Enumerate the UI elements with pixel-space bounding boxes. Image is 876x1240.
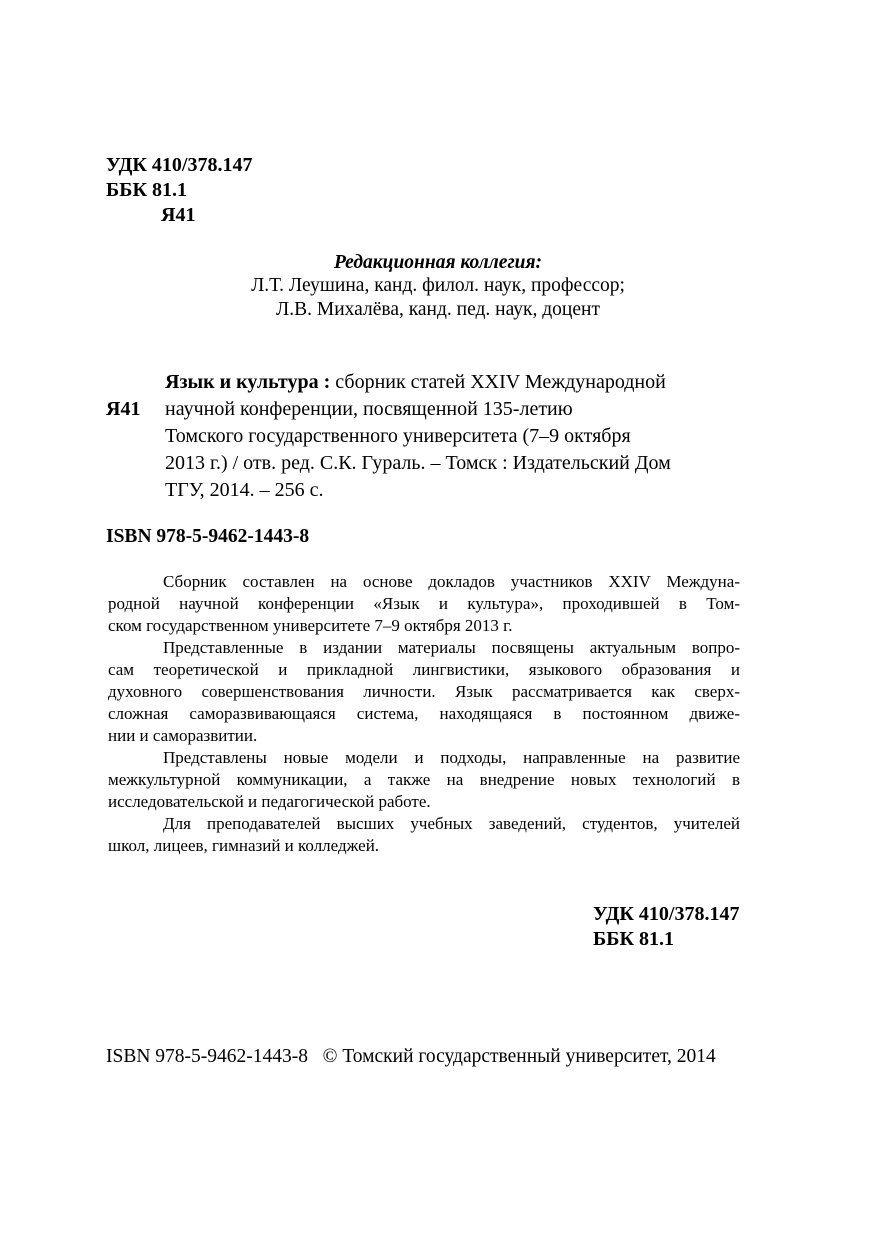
abstract-line: межкультурной коммуникации, а также на внедрение новых технологий в <box>108 770 740 789</box>
footer-udk-code: УДК 410/378.147 <box>593 903 740 925</box>
udk-code: УДК 410/378.147 <box>106 154 253 176</box>
abstract-line: Для преподавателей высших учебных заведений, студентов, учителей <box>163 814 740 833</box>
editorial-member: Л.В. Михалёва, канд. пед. наук, доцент <box>276 299 600 320</box>
biblio-line <box>165 371 666 394</box>
abstract-line: Представлены новые модели и подходы, направленные на развитие <box>163 748 740 767</box>
abstract-line: Сборник составлен на основе докладов участников XXIV Междуна- <box>163 572 740 591</box>
biblio-line: Томского государственного университета (7–9 октября <box>165 425 631 447</box>
bbk-code: ББК 81.1 <box>106 179 187 201</box>
abstract-line: исследовательской и педагогической работе. <box>108 792 431 811</box>
editorial-title: Редакционная коллегия: <box>333 252 543 273</box>
biblio-line: научной конференции, посвященной 135-летию <box>165 398 573 420</box>
footer-bbk-code: ББК 81.1 <box>593 928 674 950</box>
editorial-member: Л.Т. Леушина, канд. филол. наук, профессор; <box>251 275 625 296</box>
isbn: ISBN 978-5-9462-1443-8 <box>106 526 310 547</box>
abstract-line: родной научной конференции «Язык и культура», проходившей в Том- <box>108 594 740 613</box>
biblio-line: 2013 г.) / отв. ред. С.К. Гураль. – Томск : Издательский Дом <box>165 452 671 474</box>
abstract-line: духовного совершенствования личности. Язык рассматривается как сверх- <box>108 682 740 701</box>
abstract-line: Представленные в издании материалы посвящены актуальным вопро- <box>163 638 740 657</box>
copyright-line <box>106 1046 716 1068</box>
biblio-line: ТГУ, 2014. – 256 с. <box>165 479 324 501</box>
book-title: Язык и культура : <box>165 371 331 393</box>
abstract-line: ском государственном университете 7–9 октября 2013 г. <box>108 616 513 635</box>
abstract-line: школ, лицеев, гимназий и колледжей. <box>108 836 380 855</box>
biblio-text: сборник статей XXIV Международной <box>330 371 666 393</box>
biblio-sign: Я41 <box>106 398 141 420</box>
abstract-line: сложная саморазвивающаяся система, находящаяся в постоянном движе- <box>108 704 740 723</box>
author-sign: Я41 <box>161 204 196 226</box>
copyright-isbn: ISBN 978-5-9462-1443-8 <box>106 1046 309 1067</box>
copyright-notice: © Томский государственный университет, 2014 <box>322 1046 716 1067</box>
abstract-line: сам теоретической и прикладной лингвистики, языкового образования и <box>108 660 740 679</box>
abstract-line: нии и саморазвитии. <box>108 726 258 745</box>
